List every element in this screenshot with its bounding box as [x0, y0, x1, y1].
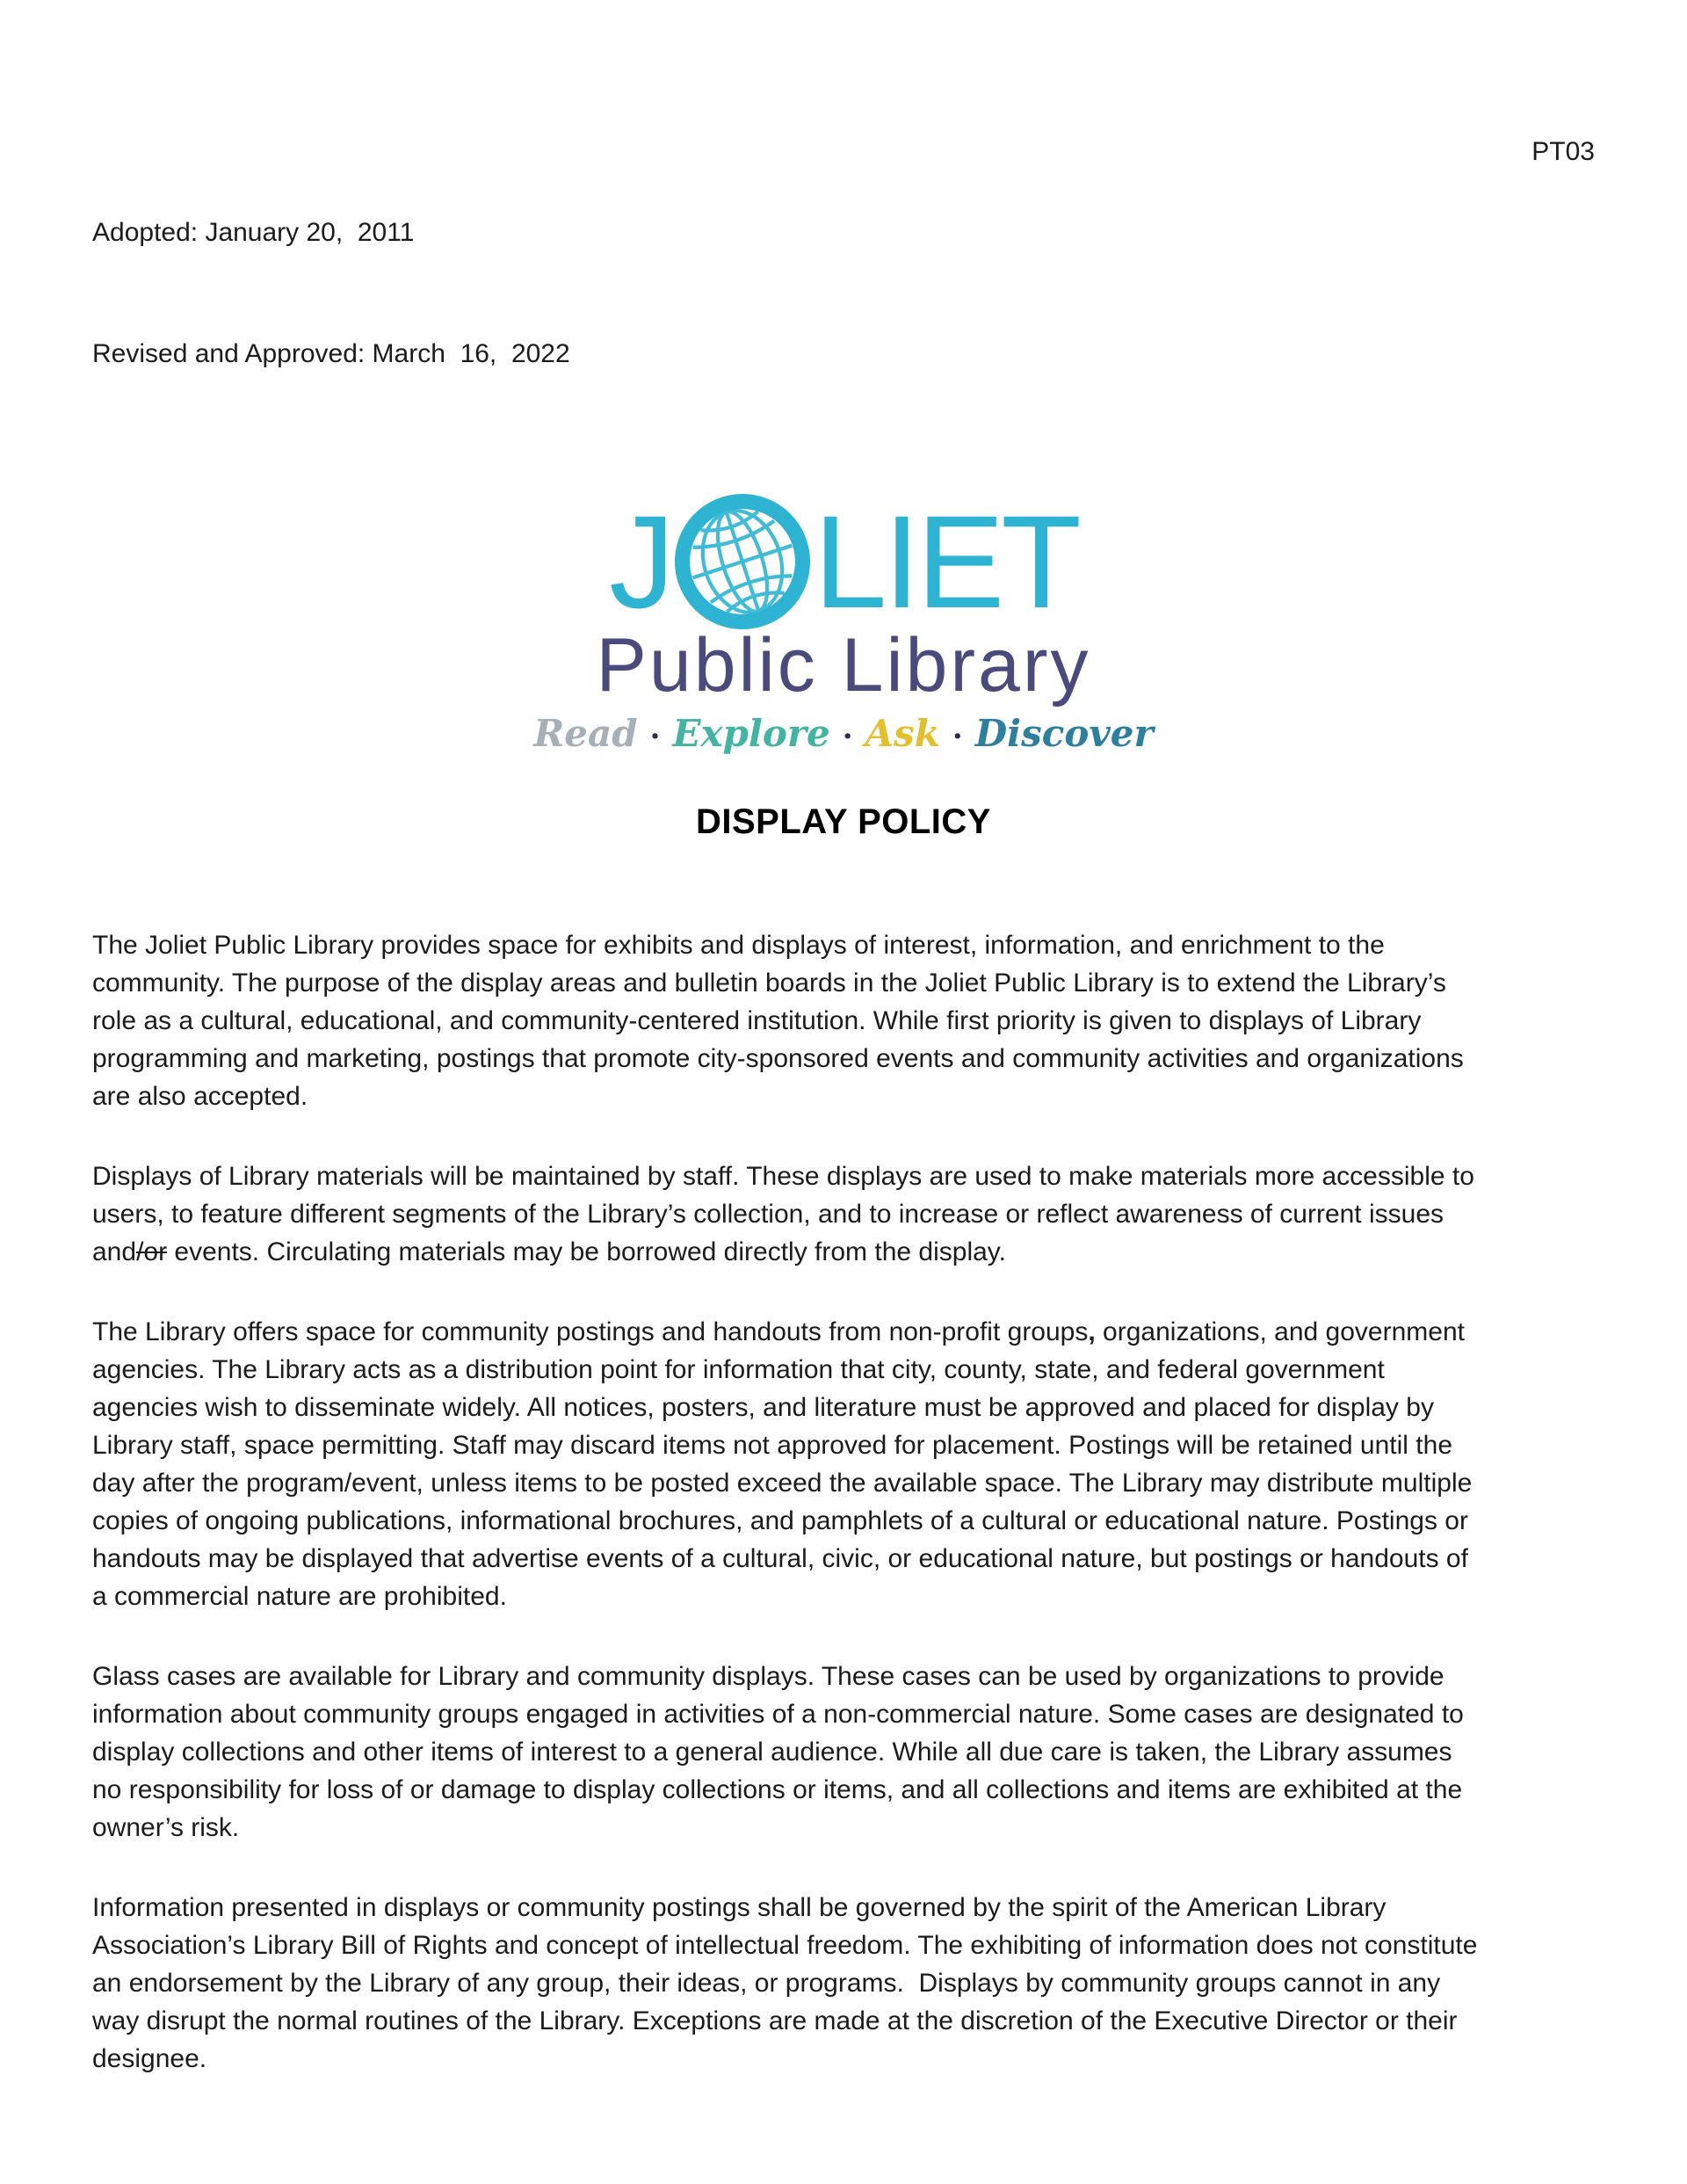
logo-subtitle: Public Library	[596, 623, 1091, 707]
policy-paragraphs	[0, 926, 1687, 2078]
text-segment: organizations, and government agencies. The Library acts as a distribution point for information that city, county, state, and federal government agencies wish to disseminate widely. All notices, posters, and literature must be approved and placed for display by Library staff, space permitting. Staff may discard items not approved for placement. Postings will be retained until the day after the program/event, unless items to be posted exceed the available space. The Library may distribute multiple copies of ongoing publications, informational brochures, and pamphlets of a cultural or educational nature. Postings or handouts may be displayed that advertise events of a cultural, civic, or educational nature, but postings or handouts of a commercial nature are prohibited.	[92, 1317, 1480, 1611]
text-segment-bold: ,	[1088, 1317, 1096, 1346]
library-logo	[0, 488, 1687, 757]
text-segment: Displays of Library materials will be maintained by staff. These displays are used to make materials more accessible to users, to feature different segments of the Library’s collection, and to increase or reflect awareness of current issues and	[92, 1161, 1482, 1266]
text-segment: The Library offers space for community postings and handouts from non-profit groups	[92, 1317, 1089, 1346]
adoption-dates	[92, 132, 570, 455]
text-segment: Glass cases are available for Library and community displays. These cases can be used by organizations to provide information about community groups engaged in activities of a non-commercial nature. Some cases are designated to display collections and other items of interest to a general audience. While all due care is taken, the Library assumes no responsibility for loss of or damage to display collections or items, and all collections and items are exhibited at the owner’s risk.	[92, 1661, 1472, 1842]
document-header	[0, 132, 1687, 455]
policy-paragraph	[92, 1157, 1485, 1271]
logo-wordmark	[0, 488, 1687, 635]
tagline-word-read: Read	[533, 712, 638, 756]
tagline-separator: ·	[649, 718, 661, 754]
adopted-date: Adopted: January 20, 2011	[92, 218, 415, 247]
tagline-word-explore: Explore	[672, 712, 830, 756]
text-segment: Information presented in displays or community postings shall be governed by the spirit of the American Library Association’s Library Bill of Rights and concept of intellectual freedom. The exhibiting of information does not constitute an endorsement by the Library of any group, their ideas, or programs. Displays by community groups cannot in any way disrupt the normal routines of the Library. Exceptions are made at the discretion of the Executive Director or their designee.	[92, 1892, 1485, 2073]
logo-letters-liet: LIET	[814, 488, 1078, 635]
text-segment: The Joliet Public Library provides space for exhibits and displays of interest, information, and enrichment to the community. The purpose of the display areas and bulletin boards in the Joliet Public Library is to extend the Library’s role as a cultural, educational, and community-centered institution. While first priority is given to displays of Library programming and marketing, postings that promote city-sponsored events and community activities and organizations are also accepted.	[92, 930, 1472, 1111]
text-segment: events. Circulating materials may be borrowed directly from the display.	[167, 1237, 1006, 1266]
policy-paragraph	[92, 926, 1485, 1115]
policy-code: PT03	[1531, 137, 1595, 166]
revised-date: Revised and Approved: March 16, 2022	[92, 339, 570, 368]
text-segment-strike: /or	[136, 1237, 168, 1266]
tagline-separator: ·	[952, 718, 963, 754]
policy-paragraph	[92, 1889, 1485, 2078]
logo-tagline	[0, 712, 1687, 756]
policy-paragraph	[92, 1658, 1485, 1847]
tagline-separator: ·	[842, 718, 853, 754]
policy-paragraph	[92, 1313, 1485, 1615]
page-title: DISPLAY POLICY	[696, 802, 991, 841]
tagline-word-ask: Ask	[865, 712, 940, 756]
globe-icon	[673, 492, 812, 631]
logo-letter-j: J	[609, 488, 672, 635]
tagline-word-discover: Discover	[974, 712, 1154, 756]
